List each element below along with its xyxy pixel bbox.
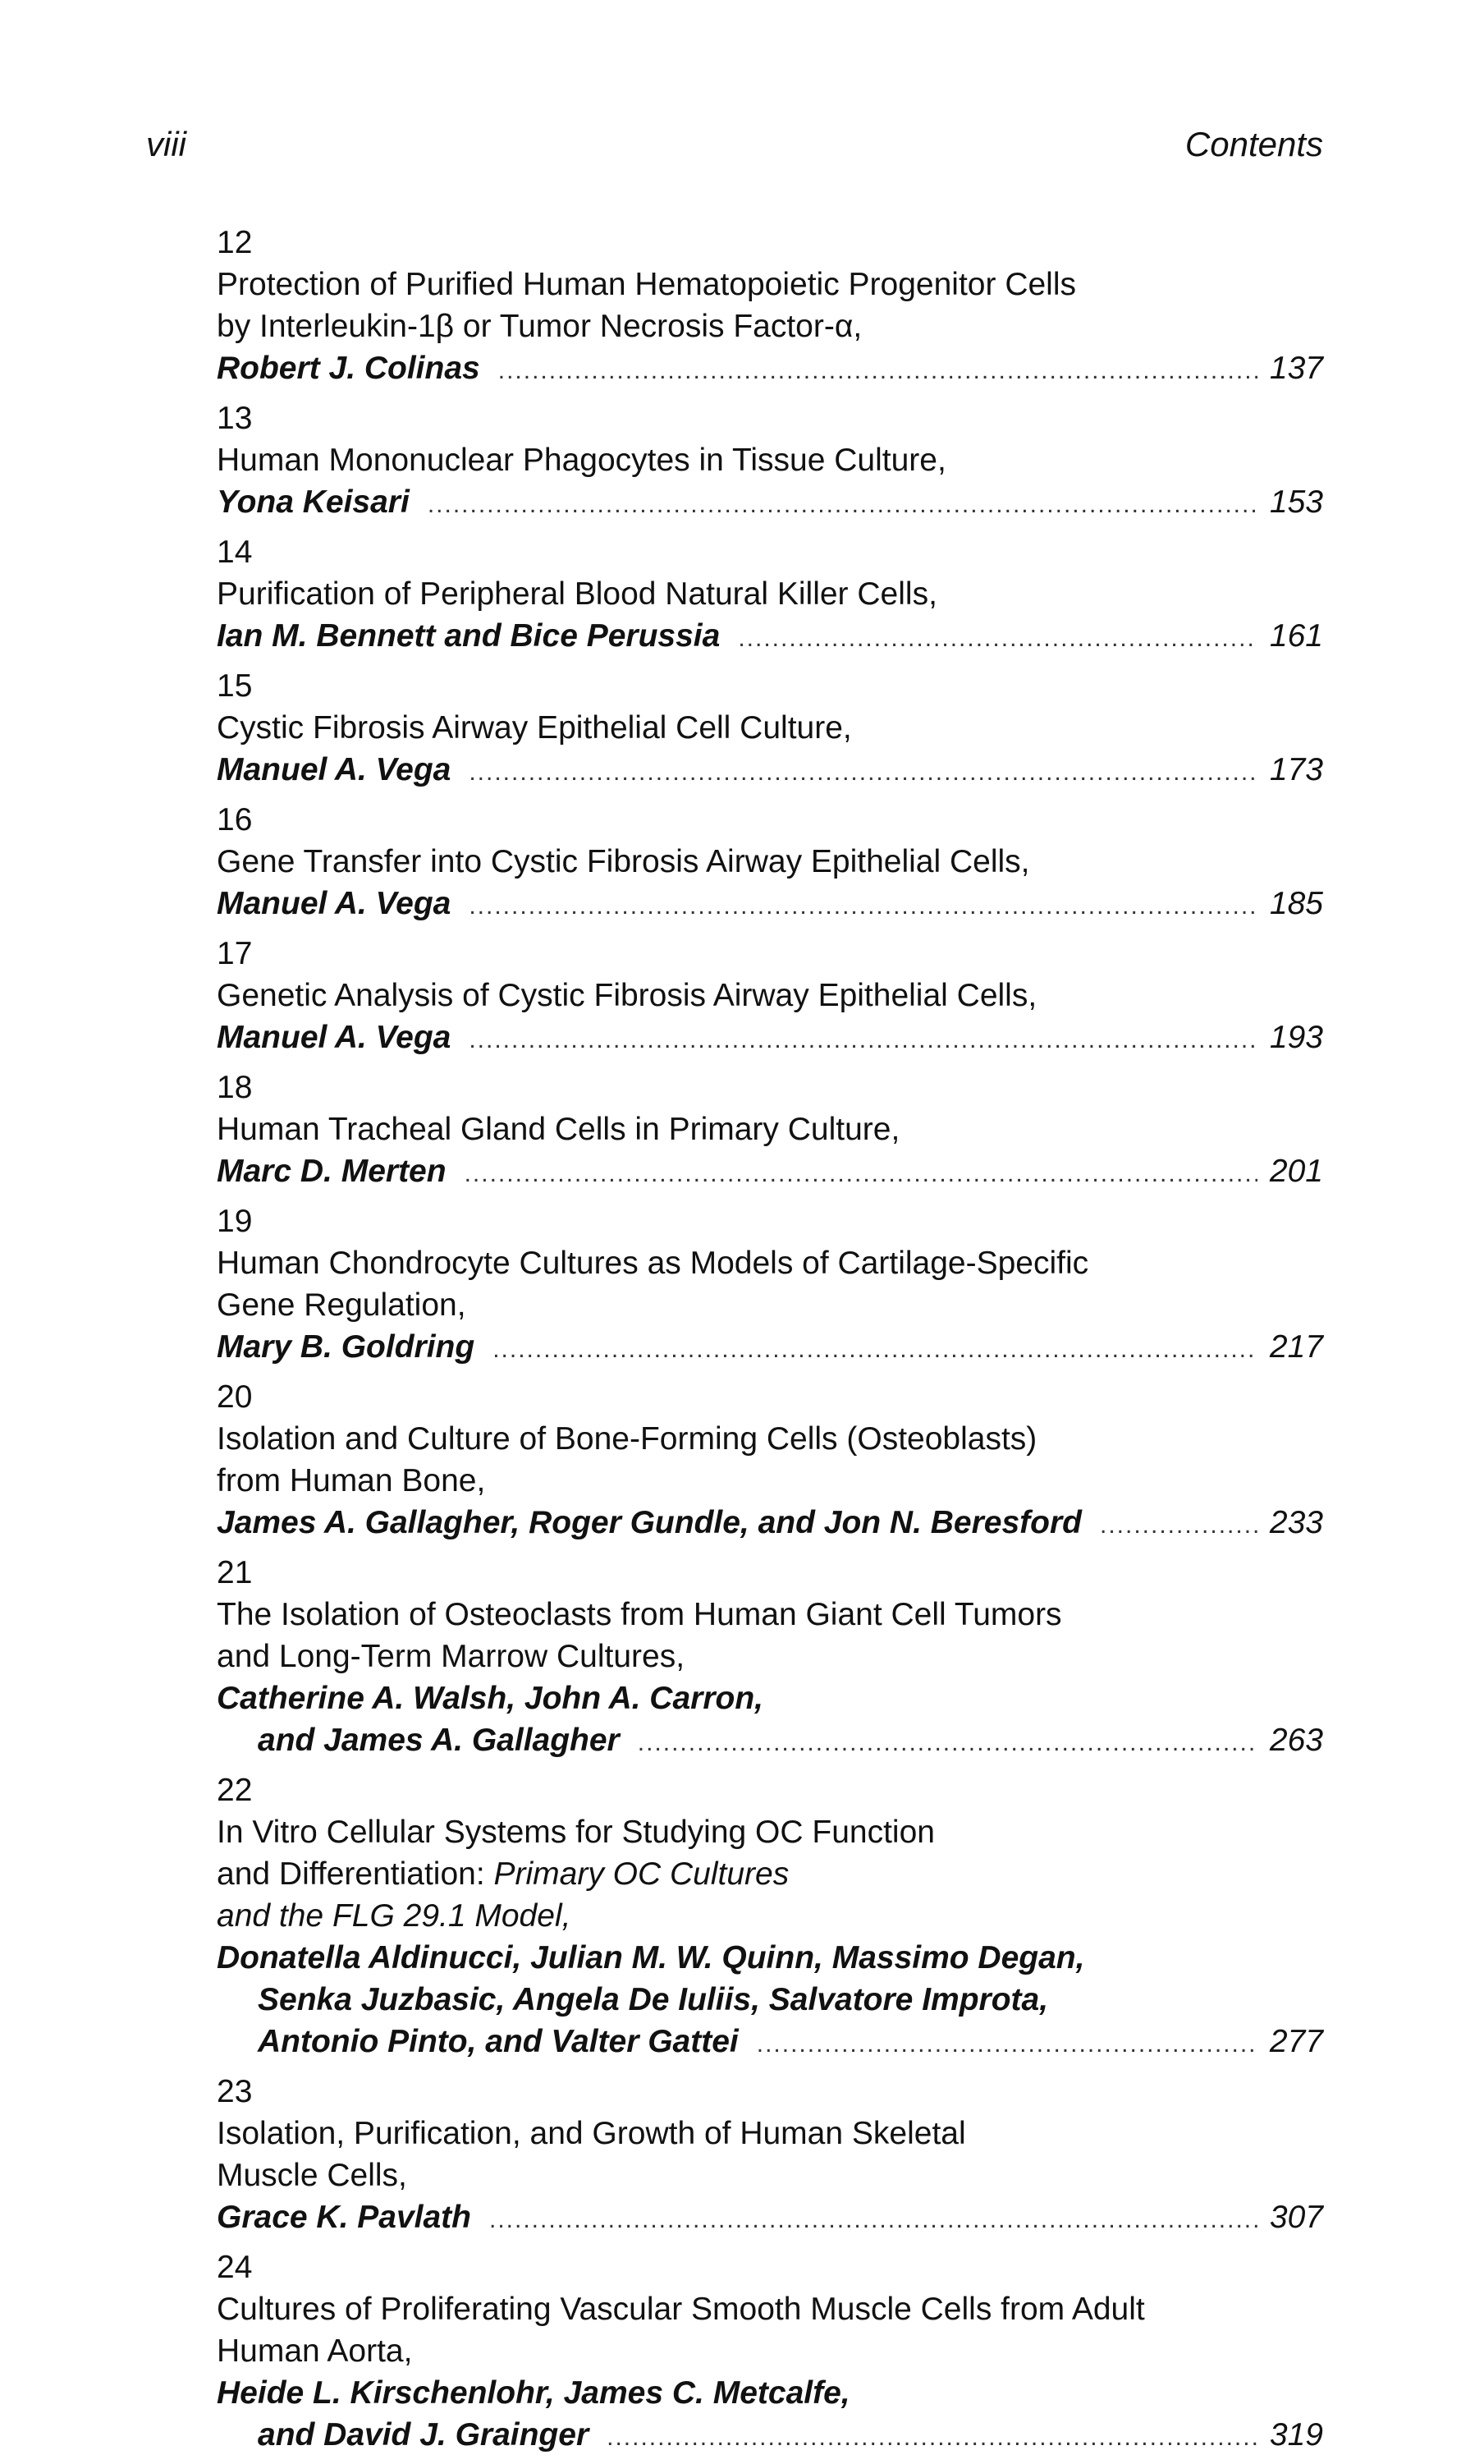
chapter-authors: James A. Gallagher, Roger Gundle, and Jon N. Beresford bbox=[217, 1505, 1082, 1540]
chapter-number: 17 bbox=[217, 936, 253, 971]
chapter-title: Purification of Peripheral Blood Natural Killer Cells, bbox=[217, 576, 937, 612]
page-number: 173 bbox=[1269, 752, 1323, 787]
toc-entry bbox=[146, 1376, 1323, 1544]
author-line bbox=[217, 1937, 1323, 1979]
chapter-subtitle: Primary OC Cultures bbox=[493, 1856, 790, 1892]
chapter-title: and Differentiation: bbox=[217, 1856, 494, 1892]
chapter-authors: Grace K. Pavlath bbox=[217, 2200, 471, 2235]
chapter-authors: Senka Juzbasic, Angela De Iuliis, Salvatore Improta, bbox=[258, 1982, 1049, 2017]
author-line bbox=[217, 2372, 1323, 2414]
chapter-number: 20 bbox=[217, 1379, 253, 1415]
dot-leader bbox=[738, 617, 1257, 659]
author-line bbox=[217, 1677, 1323, 1719]
chapter-authors: Ian M. Bennett and Bice Perussia bbox=[217, 618, 721, 654]
running-head: Contents bbox=[1184, 125, 1323, 163]
author-line bbox=[217, 1326, 1323, 1368]
author-line bbox=[217, 883, 1323, 925]
chapter-number: 15 bbox=[217, 668, 253, 704]
chapter-authors: Antonio Pinto, and Valter Gattei bbox=[258, 2024, 739, 2059]
dot-leader bbox=[638, 1722, 1257, 1764]
author-line bbox=[217, 2414, 1323, 2456]
page-number: 319 bbox=[1269, 2417, 1323, 2453]
chapter-subtitle: and the FLG 29.1 Model, bbox=[217, 1898, 571, 1934]
author-line bbox=[217, 1150, 1323, 1192]
chapter-number: 23 bbox=[217, 2074, 253, 2109]
chapter-title-line bbox=[217, 1853, 1323, 1895]
dot-leader bbox=[1100, 1504, 1257, 1546]
chapter-number: 18 bbox=[217, 1070, 253, 1105]
dot-leader bbox=[469, 751, 1257, 793]
toc-entry bbox=[146, 1769, 1323, 2063]
page-folio: viii bbox=[146, 125, 186, 163]
page-number: 137 bbox=[1269, 351, 1323, 386]
dot-leader bbox=[469, 1019, 1257, 1061]
author-line bbox=[217, 749, 1323, 791]
chapter-authors: Yona Keisari bbox=[217, 484, 410, 520]
toc-entry bbox=[146, 799, 1323, 925]
dot-leader bbox=[492, 1328, 1257, 1370]
toc-entry bbox=[146, 2246, 1323, 2456]
chapter-number: 19 bbox=[217, 1204, 253, 1239]
chapter-authors: Heide L. Kirschenlohr, James C. Metcalfe, bbox=[217, 2375, 850, 2411]
toc-entry bbox=[146, 397, 1323, 523]
page-number: 263 bbox=[1269, 1723, 1323, 1758]
page-number: 233 bbox=[1269, 1505, 1323, 1540]
chapter-title: Human Mononuclear Phagocytes in Tissue Culture, bbox=[217, 443, 946, 478]
page-number: 185 bbox=[1269, 886, 1323, 921]
dot-leader bbox=[489, 2199, 1257, 2241]
chapter-title: In Vitro Cellular Systems for Studying OC Function bbox=[217, 1815, 935, 1850]
chapter-number: 14 bbox=[217, 535, 253, 570]
dot-leader bbox=[428, 484, 1257, 525]
chapter-title: Human Aorta, bbox=[217, 2333, 413, 2369]
chapter-title: Human Tracheal Gland Cells in Primary Culture, bbox=[217, 1112, 900, 1147]
author-line bbox=[217, 2196, 1323, 2238]
chapter-number: 24 bbox=[217, 2250, 253, 2285]
chapter-authors: and James A. Gallagher bbox=[258, 1723, 620, 1758]
chapter-title: from Human Bone, bbox=[217, 1463, 486, 1498]
author-line bbox=[217, 1979, 1323, 2021]
chapter-title: Isolation and Culture of Bone-Forming Cells (Osteoblasts) bbox=[217, 1421, 1037, 1457]
chapter-authors: Manuel A. Vega bbox=[217, 886, 451, 921]
chapter-authors: Mary B. Goldring bbox=[217, 1329, 475, 1365]
author-line bbox=[217, 347, 1323, 389]
author-line bbox=[217, 481, 1323, 523]
chapter-title: Isolation, Purification, and Growth of Human Skeletal bbox=[217, 2116, 966, 2151]
page-number: 201 bbox=[1269, 1154, 1323, 1189]
page-number: 153 bbox=[1269, 484, 1323, 520]
chapter-title: and Long-Term Marrow Cultures, bbox=[217, 1639, 685, 1674]
dot-leader bbox=[465, 1153, 1257, 1195]
toc-entry bbox=[146, 665, 1323, 791]
chapter-title: Cystic Fibrosis Airway Epithelial Cell Culture, bbox=[217, 710, 852, 746]
author-line bbox=[217, 615, 1323, 657]
chapter-number: 16 bbox=[217, 802, 253, 837]
chapter-authors: and David J. Grainger bbox=[258, 2417, 589, 2453]
page-header bbox=[146, 125, 1323, 174]
chapter-title: Gene Transfer into Cystic Fibrosis Airway Epithelial Cells, bbox=[217, 844, 1030, 879]
chapter-number: 13 bbox=[217, 401, 253, 436]
toc-entry bbox=[146, 1067, 1323, 1192]
dot-leader bbox=[498, 350, 1257, 392]
chapter-title: by Interleukin-1β or Tumor Necrosis Factor-α, bbox=[217, 309, 863, 344]
page-number: 307 bbox=[1269, 2200, 1323, 2235]
toc-entry bbox=[146, 222, 1323, 389]
chapter-authors: Marc D. Merten bbox=[217, 1154, 447, 1189]
chapter-title: Gene Regulation, bbox=[217, 1287, 466, 1323]
chapter-authors: Robert J. Colinas bbox=[217, 351, 480, 386]
chapter-title: Human Chondrocyte Cultures as Models of Cartilage-Specific bbox=[217, 1246, 1089, 1281]
page-number: 217 bbox=[1269, 1329, 1323, 1365]
dot-leader bbox=[607, 2416, 1257, 2458]
author-line bbox=[217, 1016, 1323, 1058]
toc-entry bbox=[146, 1200, 1323, 1368]
dot-leader bbox=[469, 885, 1257, 927]
page-number: 161 bbox=[1269, 618, 1323, 654]
page-number: 277 bbox=[1269, 2024, 1323, 2059]
chapter-title: The Isolation of Osteoclasts from Human Giant Cell Tumors bbox=[217, 1597, 1062, 1632]
toc-entry bbox=[146, 933, 1323, 1058]
author-line bbox=[217, 1502, 1323, 1544]
chapter-number: 22 bbox=[217, 1773, 253, 1808]
toc-entry bbox=[146, 2071, 1323, 2238]
chapter-number: 12 bbox=[217, 225, 253, 260]
table-of-contents bbox=[146, 222, 1323, 2464]
author-line bbox=[217, 1719, 1323, 1761]
chapter-number: 21 bbox=[217, 1555, 253, 1590]
dot-leader bbox=[757, 2023, 1257, 2065]
chapter-authors: Catherine A. Walsh, John A. Carron, bbox=[217, 1681, 763, 1716]
page-number: 193 bbox=[1269, 1020, 1323, 1055]
chapter-title: Genetic Analysis of Cystic Fibrosis Airway Epithelial Cells, bbox=[217, 978, 1037, 1013]
chapter-authors: Manuel A. Vega bbox=[217, 752, 451, 787]
chapter-authors: Donatella Aldinucci, Julian M. W. Quinn, Massimo Degan, bbox=[217, 1940, 1085, 1975]
toc-entry bbox=[146, 1552, 1323, 1761]
chapter-authors: Manuel A. Vega bbox=[217, 1020, 451, 1055]
author-line bbox=[217, 2021, 1323, 2063]
chapter-title: Muscle Cells, bbox=[217, 2158, 407, 2193]
chapter-title: Cultures of Proliferating Vascular Smooth Muscle Cells from Adult bbox=[217, 2292, 1145, 2327]
toc-entry bbox=[146, 531, 1323, 657]
chapter-title: Protection of Purified Human Hematopoietic Progenitor Cells bbox=[217, 267, 1077, 302]
